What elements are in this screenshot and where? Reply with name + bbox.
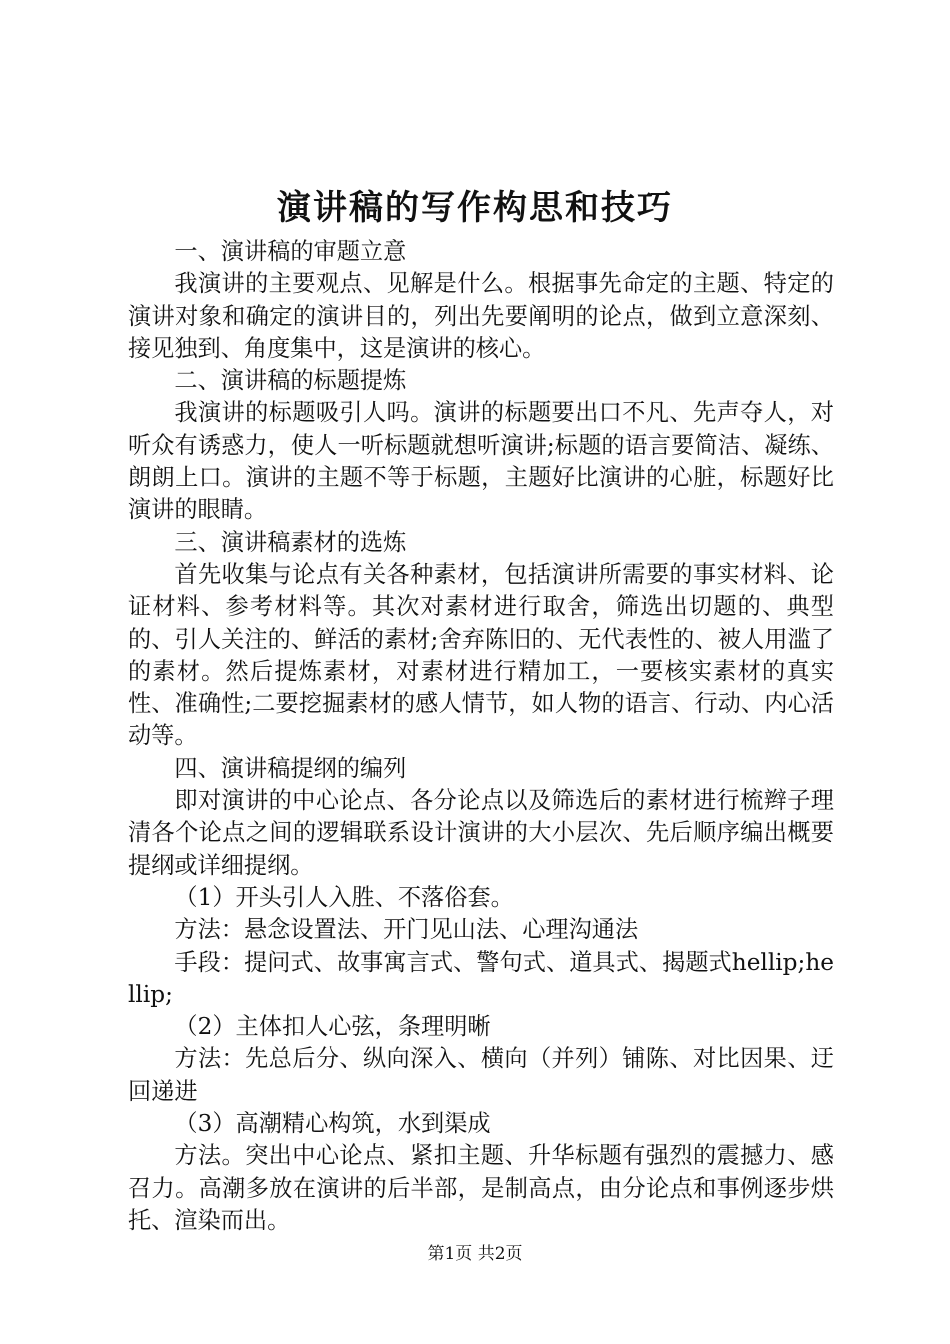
body-paragraph: 即对演讲的中心论点、各分论点以及筛选后的素材进行梳辫子理清各个论点之间的逻辑联系设计演讲的大小层次、先后顺序编出概要提纲或详细提纲。 <box>128 787 834 879</box>
method-line: 方法：悬念设置法、开门见山法、心理沟通法 <box>174 916 639 944</box>
section-heading: 一、演讲稿的审题立意 <box>174 238 407 265</box>
section-heading: 三、演讲稿素材的选炼 <box>174 528 407 556</box>
body-paragraph: 我演讲的主要观点、见解是什么。根据事先命定的主题、特定的演讲对象和确定的演讲目的，列出先要阐明的论点，做到立意深刻、接见独到、角度集中，这是演讲的核心。 <box>128 270 834 362</box>
body-paragraph: 方法：先总后分、纵向深入、横向（并列）铺陈、对比因果、迂回递进 <box>128 1045 834 1105</box>
section-heading: 四、演讲稿提纲的编列 <box>174 754 407 782</box>
subsection-heading: （2）主体扣人心弦，条理明晰 <box>174 1013 491 1041</box>
subsection-heading: （3）高潮精心构筑，水到渠成 <box>174 1110 491 1138</box>
body-paragraph: 首先收集与论点有关各种素材，包括演讲所需要的事实材料、论证材料、参考材料等。其次对素材进行取舍，筛选出切题的、典型的、引人关注的、鲜活的素材;舍弃陈旧的、无代表性的、被人用滥了的素材。然后提炼素材，对素材进行精加工，一要核实素材的真实性、准确性;二要挖掘素材的感人情节，如人物的语言、行动、内心活动等。 <box>128 560 834 750</box>
page-number-footer: 第1页 共2页 <box>427 1244 523 1264</box>
document-title: 演讲稿的写作构思和技巧 <box>277 188 673 228</box>
body-paragraph: 方法。突出中心论点、紧扣主题、升华标题有强烈的震撼力、感召力。高潮多放在演讲的后半部，是制高点，由分论点和事例逐步烘托、渲染而出。 <box>128 1142 834 1234</box>
subsection-heading: （1）开头引人入胜、不落俗套。 <box>174 883 514 911</box>
section-heading: 二、演讲稿的标题提炼 <box>174 367 407 395</box>
body-paragraph: 我演讲的标题吸引人吗。演讲的标题要出口不凡、先声夺人，对听众有诱惑力，使人一听标题就想听演讲;标题的语言要简洁、凝练、朗朗上口。演讲的主题不等于标题，主题好比演讲的心脏，标题好比演讲的眼睛。 <box>128 399 834 524</box>
document-body <box>128 236 834 1237</box>
body-paragraph: 手段：提问式、故事寓言式、警句式、道具式、揭题式hellip;hellip; <box>128 948 834 1008</box>
